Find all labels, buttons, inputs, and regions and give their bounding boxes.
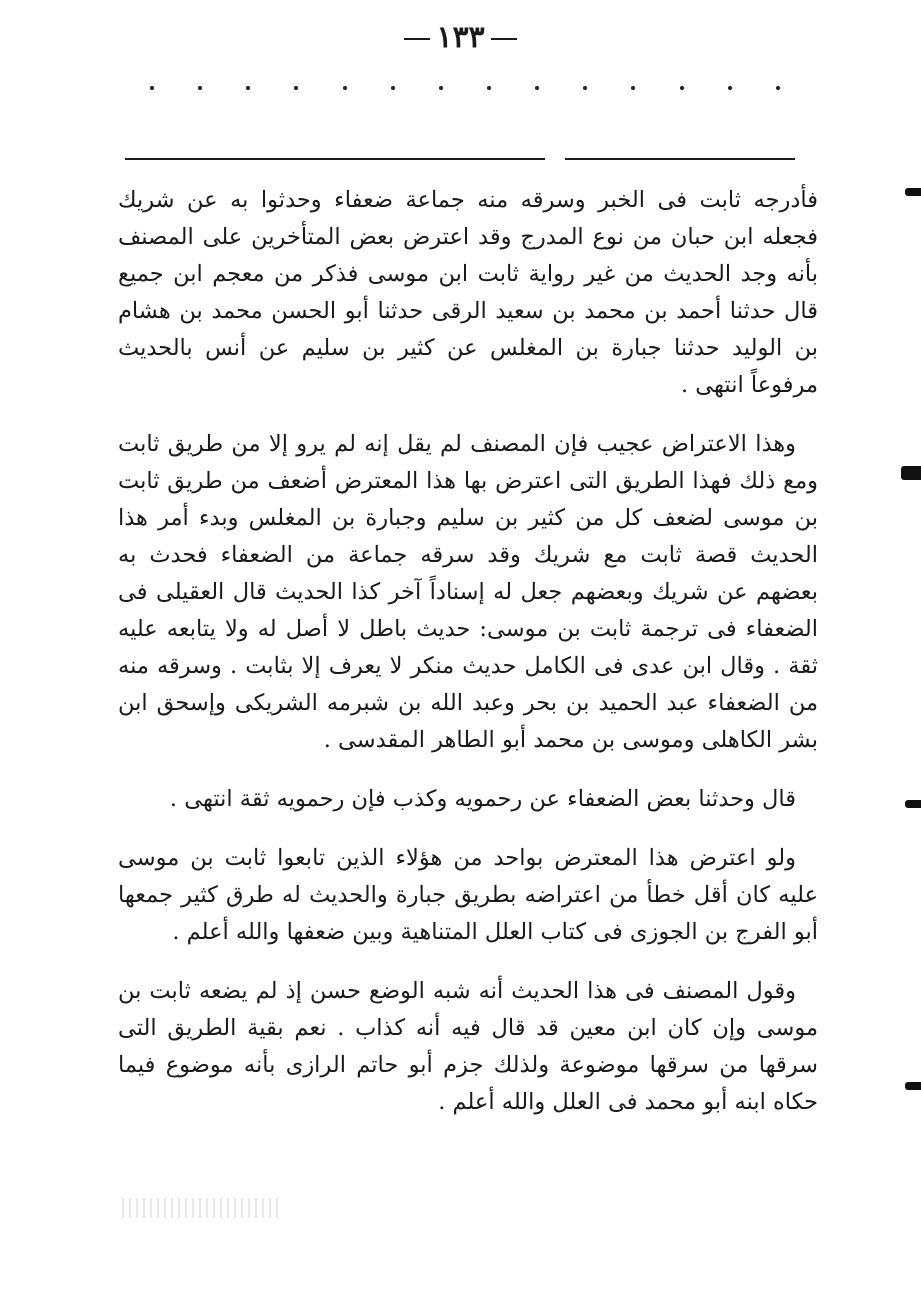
page-number [0,20,921,55]
paragraph-5: وقول المصنف فى هذا الحديث أنه شبه الوضع حسن إذ لم يضعه ثابت بن موسى وإن كان ابن معين قد قال فيه أنه كذاب . نعم بقية الطريق التى سرقها من سرقها موضوعة ولذلك جزم أبو حاتم الرازى بأنه موضوع فيما حكاه ابنه أبو محمد فى العلل والله أعلم . [118,978,818,1115]
dot [680,86,684,90]
paragraph-2: وهذا الاعتراض عجيب فإن المصنف لم يقل إنه لم يرو إلا من طريق ثابت ومع ذلك فهذا الطريق التى اعترض بها هذا المعترض أضعف من طريق ثابت بن موسى لضعف كل من كثير بن سليم وجبارة بن المغلس وبدء أمر هذا الحديث قصة ثابت مع شريك وقد سرقه جماعة من الضعفاء فحدث به بعضهم عن شريك وبعضهم جعل له إسناداً آخر كذا الحديث قال العقيلى فى الضعفاء فى ترجمة ثابت بن موسى: حديث باطل لا أصل له ولا يتابعه عليه ثقة . وقال ابن عدى فى الكامل حديث منكر لا يعرف إلا بثابت . وسرقه منه من الضعفاء عبد الحميد بن بحر وعبد الله بن شبرمه الشريكى وإسحق ابن بشر الكاهلى وموسى بن محمد أبو الطاهر المقدسى . [118,431,818,753]
dot [391,86,395,90]
dot [198,86,202,90]
faded-text-smudge [122,1198,282,1218]
dot [439,86,443,90]
dot [487,86,491,90]
dot [728,86,732,90]
dot [583,86,587,90]
margin-mark [905,188,921,196]
dot [776,86,780,90]
margin-mark [901,466,921,480]
separator-rule-left [125,158,545,160]
body-text [118,182,818,1121]
paragraph-3: قال وحدثنا بعض الضعفاء عن رحمويه وكذب فإن رحمويه ثقة انتهى . [169,786,796,812]
footnote-dots-row [150,86,780,90]
paragraph-1: فأدرجه ثابت فى الخبر وسرقه منه جماعة ضعفاء وحدثوا به عن شريك فجعله ابن حبان من نوع المدرج وقد اعترض بعض المتأخرين على المصنف بأنه وجد الحديث من غير رواية ثابت ابن موسى فذكر من معجم ابن جميع قال حدثنا أحمد بن محمد بن سعيد الرقى حدثنا أبو الحسن محمد بن هشام بن الوليد حدثنا جبارة بن المغلس عن كثير بن سليم عن أنس بالحديث مرفوعاً انتهى . [118,187,818,398]
paragraph-4: ولو اعترض هذا المعترض بواحد من هؤلاء الذين تابعوا ثابت بن موسى عليه كان أقل خطأ من اعتراضه بطريق جبارة والحديث له طرق كثير جمعها أبو الفرج بن الجوزى فى كتاب العلل المتناهية وبين ضعفها والله أعلم . [118,845,818,945]
margin-mark [905,800,921,808]
dot [294,86,298,90]
page-number-left-dash [404,38,430,40]
page-number-right-dash [491,38,517,40]
page-number-text: ١٣٣ [436,20,485,55]
dot [246,86,250,90]
margin-mark [905,1082,921,1090]
dot [343,86,347,90]
separator-rule-right [565,158,795,160]
dot [631,86,635,90]
dot [535,86,539,90]
dot [150,86,154,90]
